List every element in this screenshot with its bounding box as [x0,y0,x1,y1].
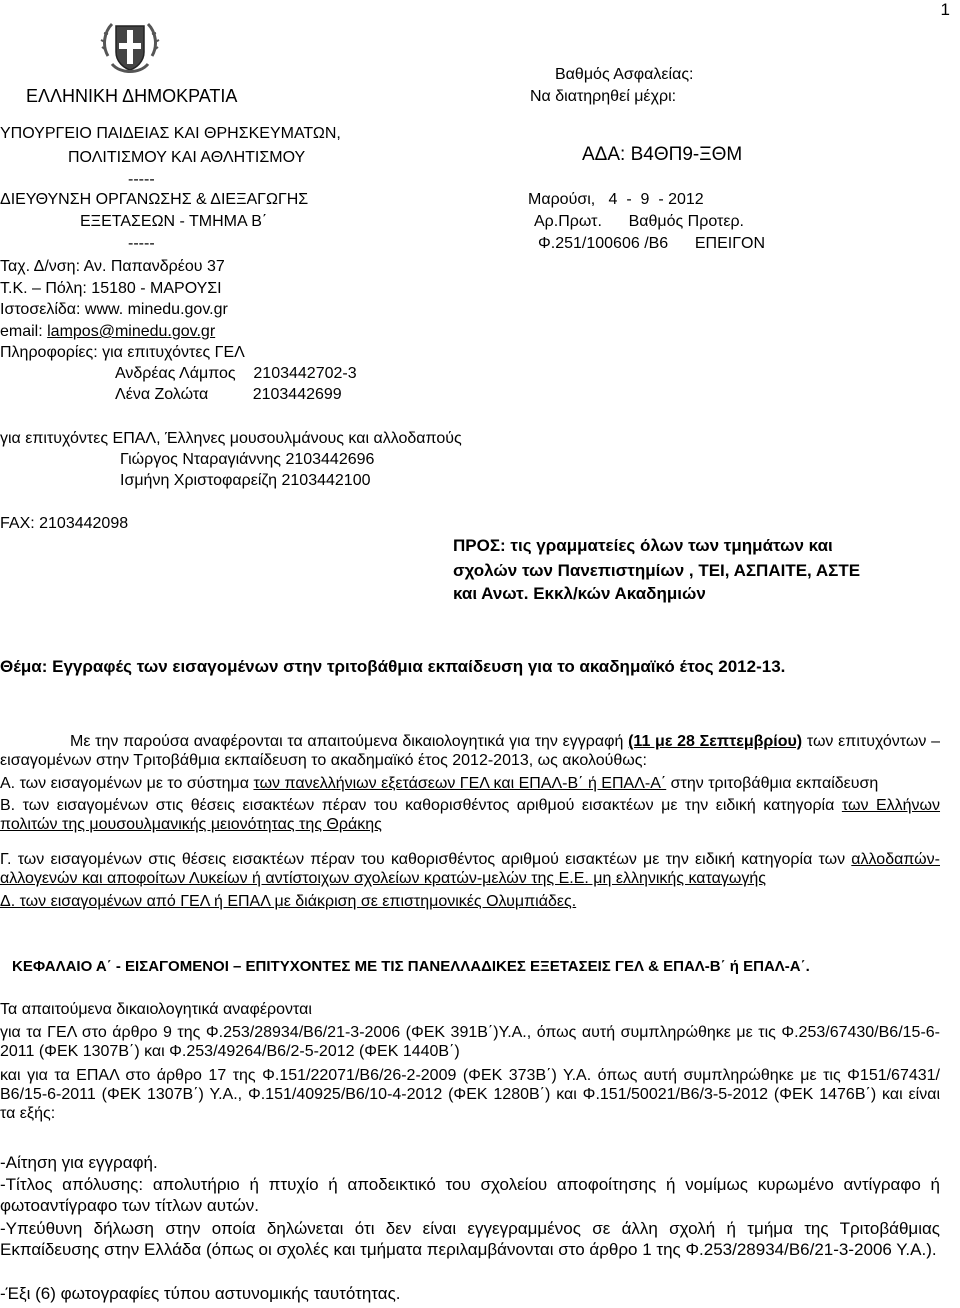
intro-text: των επιτυχόντων – εισαγομένων στην Τριτοβάθμια εκπαίδευση το ακαδημαϊκό έτος 2012-2013, ως ακολούθως: [0,733,940,769]
category-c-text: Γ. των εισαγομένων στις θέσεις εισακτέων πέραν του καθορισθέντος αριθμού εισακτέων με την ειδική κατηγορία των [0,851,852,868]
greek-state-emblem-icon [100,16,160,80]
list-item: -Υπεύθυνη δήλωση στην οποία δηλώνεται ότι δεν είναι εγγεγραμμένος σε άλλη σχολή ή τμήμα της Τριτοβάθμιας Εκπαίδευσης στην Ελλάδα (όπως οι σχολές και τμήματα περιλαμβάνονται στο άρθρο 1 της Φ.253/28934/Β6/21-3-2006 Υ.Α.). [0,1219,940,1259]
ministry-line1: ΥΠΟΥΡΓΕΙΟ ΠΑΙΔΕΙΑΣ ΚΑΙ ΘΡΗΣΚΕΥΜΑΤΩΝ, [0,125,341,142]
intro-text: Με την παρούσα αναφέρονται τα απαιτούμενα δικαιολογητικά για την εγγραφή [70,733,629,750]
separator: ----- [128,235,155,252]
intro-paragraph [0,732,940,770]
email-link[interactable]: lampos@minedu.gov.gr [47,323,216,340]
protocol-labels: Αρ.Πρωτ. Βαθμός Προτερ. [534,213,744,230]
list-item: -Τίτλος απόλυσης: απολυτήριο ή πτυχίο ή αποδεικτικό του σχολείου αποφοίτησης ή νομίμως κυρωμένο αντίγραφο ή φωτοαντίγραφο των τίτλων αυτών. [0,1175,940,1215]
category-a-text: Α. των εισαγομένων με το σύστημα [0,775,254,792]
category-b [0,796,940,834]
registration-period: (11 με 28 Σεπτεμβρίου) [628,733,803,750]
category-c-underlined: αλλοδαπών-αλλογενών και αποφοίτων Λυκείων ή αντίστοιχων σχολείων κρατών-μελών της Ε.Ε. μη ελληνικής καταγωγής [0,851,940,887]
chapter-a-heading: ΚΕΦΑΛΑΙΟ Α΄ - ΕΙΣΑΓΟΜΕΝΟΙ – ΕΠΙΤΥΧΟΝΤΕΣ ΜΕ ΤΙΣ ΠΑΝΕΛΛΑΔΙΚΕΣ ΕΞΕΤΑΣΕΙΣ ΓΕΛ & ΕΠΑΛ-Β΄ ή ΕΠΑΛ-Α΄. [12,958,810,975]
email-label: email: [0,323,48,340]
subject: Θέμα: Εγγραφές των εισαγομένων στην τριτοβάθμια εκπαίδευση για το ακαδημαϊκό έτος 2012-13. [0,657,786,676]
country-name: ΕΛΛΗΝΙΚΗ ΔΗΜΟΚΡΑΤΙΑ [26,86,238,106]
contact-line: Λένα Ζολώτα 2103442699 [115,386,342,403]
postal-code: Τ.Κ. – Πόλη: 15180 - ΜΑΡΟΥΣΙ [0,280,222,297]
category-a [0,774,878,793]
separator: ----- [128,171,155,188]
protocol-number: Φ.251/100606 /Β6 ΕΠΕΙΓΟΝ [538,235,766,252]
list-item: -Έξι (6) φωτογραφίες τύπου αστυνομικής ταυτότητας. [0,1284,401,1303]
category-b-underlined: των Ελλήνων πολιτών της μουσουλμανικής μειονότητας της Θράκης [0,797,941,833]
directorate: ΔΙΕΥΘΥΝΣΗ ΟΡΓΑΝΩΣΗΣ & ΔΙΕΞΑΓΩΓΗΣ [0,191,309,208]
fax: FAX: 2103442098 [0,515,129,532]
category-b-text: Β. των εισαγομένων στις θέσεις εισακτέων πέραν του καθορισθέντος αριθμού εισακτέων με την ειδική κατηγορία [0,797,842,814]
recipient-line: σχολών των Πανεπιστημίων , ΤΕΙ, ΑΣΠΑΙΤΕ, ΑΣΤΕ [453,561,861,580]
list-item: -Αίτηση για εγγραφή. [0,1153,158,1172]
contact-line: Γιώργος Νταραγιάννης 2103442696 [120,451,375,468]
category-c [0,850,940,888]
retention: Να διατηρηθεί μέχρι: [530,88,677,105]
ada-code: ΑΔΑ: Β4ΘΠ9-ΞΘΜ [582,144,743,165]
ministry-line2: ΠΟΛΙΤΙΣΜΟΥ ΚΑΙ ΑΘΛΗΤΙΣΜΟΥ [68,149,306,166]
info-title: Πληροφορίες: για επιτυχόντες ΓΕΛ [0,344,245,361]
requirements-epal: και για τα ΕΠΑΛ στο άρθρο 17 της Φ.151/22071/Β6/26-2-2009 (ΦΕΚ 373Β΄) Υ.Α. όπως αυτή συμπληρώθηκε με τις Φ151/67431/Β6/15-6-2011 (ΦΕΚ 1307Β΄) Υ.Α., Φ.151/40925/Β6/10-4-2012 (ΦΕΚ 1280Β΄) και Φ.151/50021/Β6/3-5-2012 (ΦΕΚ 1476Β΄) και είναι τα εξής: [0,1067,940,1122]
category-a-text: στην τριτοβάθμια εκπαίδευση [666,775,879,792]
contact-line: Ανδρέας Λάμπος 2103442702-3 [115,365,357,382]
website: Ιστοσελίδα: www. minedu.gov.gr [0,301,228,318]
security-level: Βαθμός Ασφαλείας: [555,66,694,83]
category-d: Δ. των εισαγομένων από ΓΕΛ ή ΕΠΑΛ με διάκριση σε επιστημονικές Ολυμπιάδες. [0,893,577,910]
info-epal: για επιτυχόντες ΕΠΑΛ, Έλληνες μουσουλμάνους και αλλοδαπούς [0,430,462,447]
requirements-gel: για τα ΓΕΛ στο άρθρο 9 της Φ.253/28934/Β6/21-3-2006 (ΦΕΚ 391Β΄)Υ.Α., όπως αυτή συμπληρώθηκε με τις Φ.253/67430/Β6/15-6-2011 (ΦΕΚ 1307Β΄) και Φ.253/49264/Β6/2-5-2012 (ΦΕΚ 1440Β΄) [0,1024,940,1060]
page-number: 1 [940,0,950,19]
contact-line: Ισμήνη Χριστοφαρείζη 2103442100 [120,472,371,489]
department: ΕΞΕΤΑΣΕΩΝ - ΤΜΗΜΑ Β΄ [80,213,268,230]
place-date: Μαρούσι, 4 - 9 - 2012 [528,191,704,208]
recipient-line: και Ανωτ. Εκκλ/κών Ακαδημιών [453,584,706,603]
recipient-line: ΠΡΟΣ: τις γραμματείες όλων των τμημάτων και [453,536,833,555]
category-a-exams: των πανελλήνιων εξετάσεων ΓΕΛ και ΕΠΑΛ-Β΄ ή ΕΠΑΛ-Α΄ [253,775,667,792]
requirements-intro: Τα απαιτούμενα δικαιολογητικά αναφέρονται [0,1001,312,1018]
address: Ταχ. Δ/νση: Αν. Παπανδρέου 37 [0,258,225,275]
email-line [0,322,215,341]
